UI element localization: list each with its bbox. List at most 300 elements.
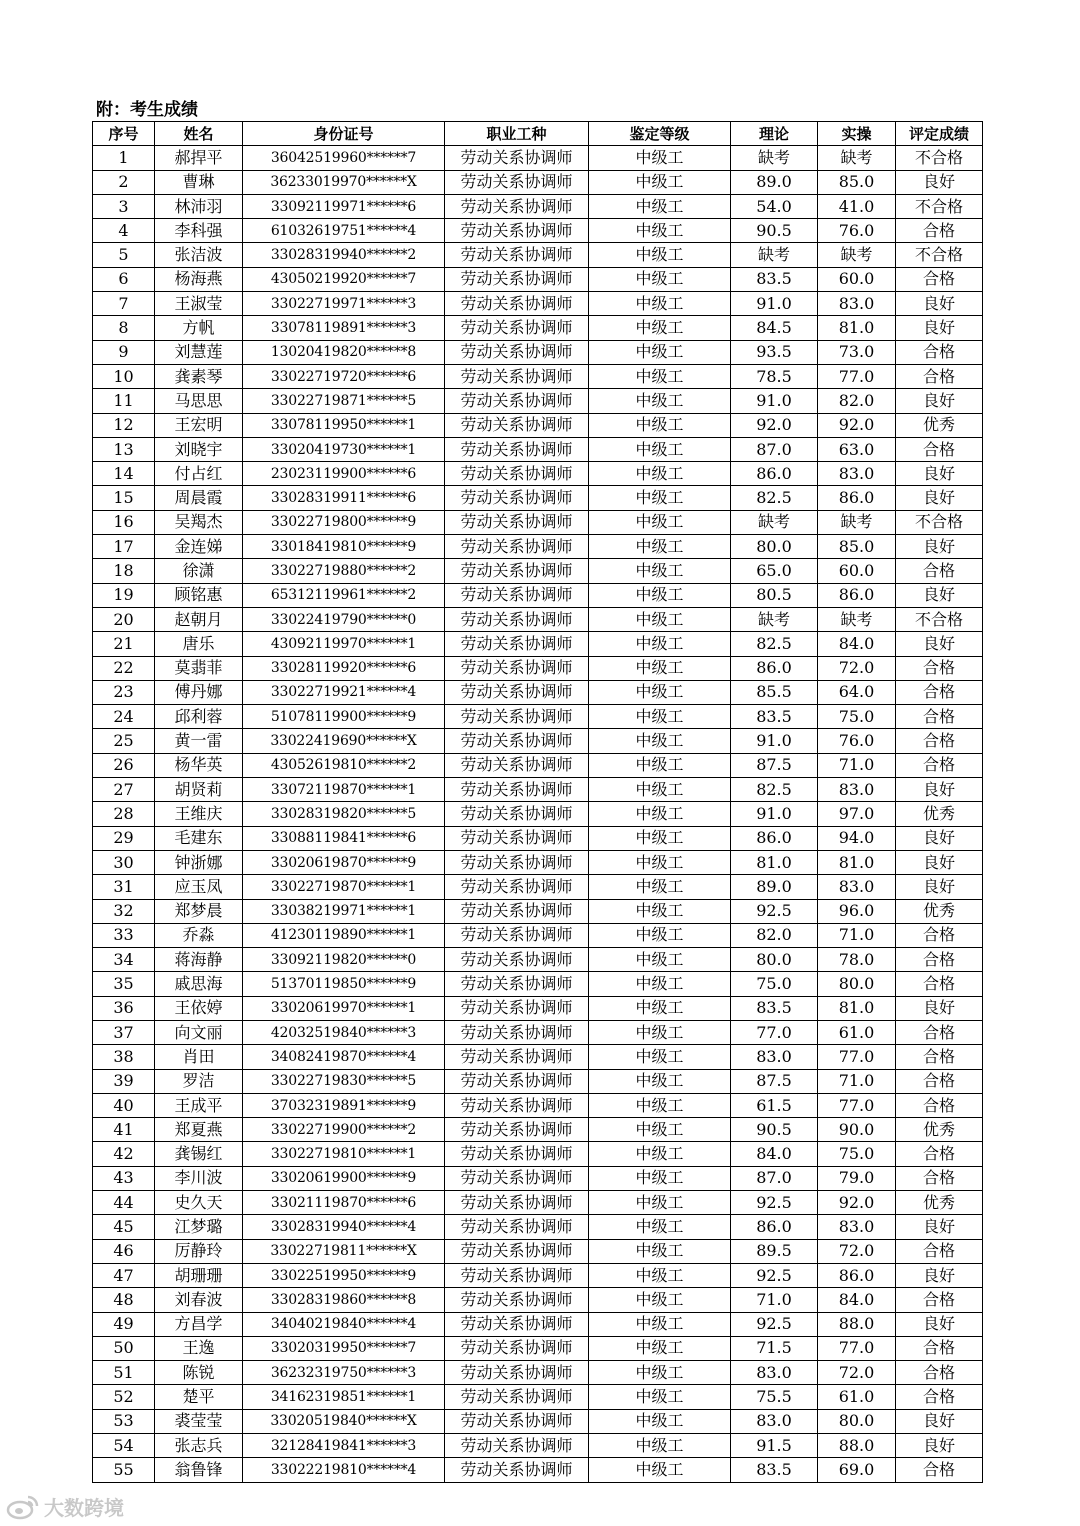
cell-occupation: 劳动关系协调师: [445, 292, 589, 316]
cell-practice: 81.0: [818, 996, 896, 1020]
cell-result: 合格: [896, 1045, 983, 1069]
cell-occupation: 劳动关系协调师: [445, 1118, 589, 1142]
table-row: [93, 972, 983, 996]
cell-theory: 71.5: [731, 1336, 818, 1360]
cell-theory: 82.5: [731, 778, 818, 802]
cell-level: 中级工: [589, 850, 731, 874]
cell-seq: 7: [93, 292, 155, 316]
cell-name: 李科强: [155, 219, 243, 243]
cell-occupation: 劳动关系协调师: [445, 656, 589, 680]
cell-result: 合格: [896, 972, 983, 996]
cell-theory: 83.5: [731, 267, 818, 291]
cell-name: 陈锐: [155, 1361, 243, 1385]
cell-result: 优秀: [896, 1191, 983, 1215]
cell-seq: 48: [93, 1288, 155, 1312]
cell-level: 中级工: [589, 802, 731, 826]
cell-occupation: 劳动关系协调师: [445, 778, 589, 802]
table-body: [93, 146, 983, 1482]
table-row: [93, 146, 983, 170]
cell-occupation: 劳动关系协调师: [445, 680, 589, 704]
cell-id-number: 33028119920******6: [243, 656, 445, 680]
cell-occupation: 劳动关系协调师: [445, 1239, 589, 1263]
cell-result: 良好: [896, 1263, 983, 1287]
cell-name: 郑梦晨: [155, 899, 243, 923]
cell-result: 优秀: [896, 1118, 983, 1142]
cell-practice: 76.0: [818, 729, 896, 753]
cell-practice: 88.0: [818, 1434, 896, 1458]
cell-seq: 33: [93, 923, 155, 947]
cell-name: 郝捍平: [155, 146, 243, 170]
cell-level: 中级工: [589, 194, 731, 218]
cell-theory: 82.0: [731, 923, 818, 947]
cell-level: 中级工: [589, 1458, 731, 1482]
cell-result: 良好: [896, 996, 983, 1020]
cell-practice: 84.0: [818, 1288, 896, 1312]
cell-seq: 5: [93, 243, 155, 267]
cell-name: 胡珊珊: [155, 1263, 243, 1287]
cell-id-number: 34082419870******4: [243, 1045, 445, 1069]
cell-name: 周晨霞: [155, 486, 243, 510]
cell-id-number: 32128419841******3: [243, 1434, 445, 1458]
table-row: [93, 292, 983, 316]
cell-id-number: 33078119891******3: [243, 316, 445, 340]
cell-level: 中级工: [589, 535, 731, 559]
cell-theory: 83.5: [731, 996, 818, 1020]
cell-theory: 84.0: [731, 1142, 818, 1166]
cell-result: 良好: [896, 826, 983, 850]
cell-name: 付占红: [155, 462, 243, 486]
table-row: [93, 1069, 983, 1093]
cell-seq: 13: [93, 437, 155, 461]
table-row: [93, 535, 983, 559]
cell-level: 中级工: [589, 680, 731, 704]
cell-seq: 25: [93, 729, 155, 753]
cell-theory: 82.5: [731, 486, 818, 510]
cell-theory: 91.5: [731, 1434, 818, 1458]
cell-occupation: 劳动关系协调师: [445, 1458, 589, 1482]
cell-result: 不合格: [896, 607, 983, 631]
cell-name: 张洁波: [155, 243, 243, 267]
cell-level: 中级工: [589, 1409, 731, 1433]
table-row: [93, 875, 983, 899]
cell-result: 合格: [896, 1069, 983, 1093]
cell-practice: 64.0: [818, 680, 896, 704]
cell-theory: 87.0: [731, 1166, 818, 1190]
cell-name: 李川波: [155, 1166, 243, 1190]
cell-practice: 缺考: [818, 243, 896, 267]
cell-name: 刘春波: [155, 1288, 243, 1312]
cell-id-number: 33022719830******5: [243, 1069, 445, 1093]
cell-id-number: 33022719720******6: [243, 364, 445, 388]
cell-occupation: 劳动关系协调师: [445, 437, 589, 461]
cell-name: 林沛羽: [155, 194, 243, 218]
cell-practice: 83.0: [818, 778, 896, 802]
table-row: [93, 219, 983, 243]
table-row: [93, 802, 983, 826]
cell-id-number: 65312119961******2: [243, 583, 445, 607]
table-row: [93, 389, 983, 413]
score-table: [92, 121, 983, 1483]
cell-practice: 73.0: [818, 340, 896, 364]
cell-practice: 缺考: [818, 607, 896, 631]
cell-id-number: 41230119890******1: [243, 923, 445, 947]
table-row: [93, 364, 983, 388]
cell-practice: 97.0: [818, 802, 896, 826]
cell-id-number: 34040219840******4: [243, 1312, 445, 1336]
cell-level: 中级工: [589, 607, 731, 631]
cell-theory: 缺考: [731, 510, 818, 534]
cell-name: 毛建东: [155, 826, 243, 850]
cell-seq: 37: [93, 1020, 155, 1044]
cell-occupation: 劳动关系协调师: [445, 1166, 589, 1190]
cell-result: 良好: [896, 316, 983, 340]
cell-occupation: 劳动关系协调师: [445, 899, 589, 923]
cell-id-number: 33020319950******7: [243, 1336, 445, 1360]
cell-id-number: 33021119870******6: [243, 1191, 445, 1215]
cell-name: 赵朝月: [155, 607, 243, 631]
cell-theory: 77.0: [731, 1020, 818, 1044]
cell-practice: 61.0: [818, 1020, 896, 1044]
cell-seq: 8: [93, 316, 155, 340]
cell-seq: 40: [93, 1093, 155, 1117]
watermark-text: 大数跨境: [44, 1496, 124, 1520]
table-row: [93, 462, 983, 486]
cell-level: 中级工: [589, 437, 731, 461]
cell-theory: 83.0: [731, 1409, 818, 1433]
cell-name: 应玉凤: [155, 875, 243, 899]
cell-seq: 17: [93, 535, 155, 559]
cell-seq: 38: [93, 1045, 155, 1069]
cell-seq: 36: [93, 996, 155, 1020]
cell-result: 合格: [896, 1142, 983, 1166]
cell-id-number: 33022719921******4: [243, 680, 445, 704]
cell-seq: 1: [93, 146, 155, 170]
cell-theory: 92.5: [731, 1312, 818, 1336]
cell-occupation: 劳动关系协调师: [445, 729, 589, 753]
cell-seq: 18: [93, 559, 155, 583]
cell-occupation: 劳动关系协调师: [445, 194, 589, 218]
cell-occupation: 劳动关系协调师: [445, 753, 589, 777]
watermark: [6, 1492, 124, 1521]
cell-level: 中级工: [589, 1020, 731, 1044]
table-row: [93, 1263, 983, 1287]
cell-name: 王宏明: [155, 413, 243, 437]
cell-practice: 83.0: [818, 292, 896, 316]
cell-id-number: 33020519840******X: [243, 1409, 445, 1433]
cell-occupation: 劳动关系协调师: [445, 462, 589, 486]
cell-level: 中级工: [589, 778, 731, 802]
cell-name: 罗洁: [155, 1069, 243, 1093]
cell-name: 黄一雷: [155, 729, 243, 753]
table-row: [93, 729, 983, 753]
cell-id-number: 33028319940******4: [243, 1215, 445, 1239]
cell-seq: 6: [93, 267, 155, 291]
cell-theory: 81.0: [731, 850, 818, 874]
cell-occupation: 劳动关系协调师: [445, 219, 589, 243]
cell-name: 徐潇: [155, 559, 243, 583]
cell-result: 不合格: [896, 243, 983, 267]
table-row: [93, 1093, 983, 1117]
cell-name: 蒋海静: [155, 948, 243, 972]
cell-id-number: 33022719880******2: [243, 559, 445, 583]
table-row: [93, 316, 983, 340]
cell-occupation: 劳动关系协调师: [445, 1069, 589, 1093]
cell-name: 王维庆: [155, 802, 243, 826]
cell-occupation: 劳动关系协调师: [445, 996, 589, 1020]
cell-result: 合格: [896, 680, 983, 704]
cell-seq: 45: [93, 1215, 155, 1239]
cell-practice: 77.0: [818, 1093, 896, 1117]
cell-occupation: 劳动关系协调师: [445, 1093, 589, 1117]
table-row: [93, 1020, 983, 1044]
table-row: [93, 413, 983, 437]
cell-result: 合格: [896, 267, 983, 291]
cell-theory: 83.5: [731, 705, 818, 729]
cell-level: 中级工: [589, 705, 731, 729]
cell-practice: 77.0: [818, 1336, 896, 1360]
cell-theory: 75.5: [731, 1385, 818, 1409]
cell-result: 不合格: [896, 510, 983, 534]
cell-theory: 92.5: [731, 1263, 818, 1287]
cell-occupation: 劳动关系协调师: [445, 826, 589, 850]
cell-id-number: 33020619970******1: [243, 996, 445, 1020]
cell-seq: 12: [93, 413, 155, 437]
cell-id-number: 13020419820******8: [243, 340, 445, 364]
cell-theory: 83.0: [731, 1361, 818, 1385]
cell-result: 合格: [896, 1093, 983, 1117]
cell-level: 中级工: [589, 1336, 731, 1360]
cell-id-number: 33022719870******1: [243, 875, 445, 899]
cell-theory: 80.5: [731, 583, 818, 607]
cell-practice: 88.0: [818, 1312, 896, 1336]
table-row: [93, 1166, 983, 1190]
cell-seq: 21: [93, 632, 155, 656]
cell-result: 合格: [896, 753, 983, 777]
table-row: [93, 267, 983, 291]
cell-practice: 94.0: [818, 826, 896, 850]
header-theory: 理论: [731, 122, 818, 146]
cell-result: 合格: [896, 1361, 983, 1385]
cell-level: 中级工: [589, 1312, 731, 1336]
cell-name: 顾铭惠: [155, 583, 243, 607]
cell-occupation: 劳动关系协调师: [445, 389, 589, 413]
cell-occupation: 劳动关系协调师: [445, 364, 589, 388]
cell-name: 王淑莹: [155, 292, 243, 316]
cell-level: 中级工: [589, 1239, 731, 1263]
cell-practice: 81.0: [818, 850, 896, 874]
cell-seq: 2: [93, 170, 155, 194]
cell-result: 合格: [896, 437, 983, 461]
cell-practice: 83.0: [818, 1215, 896, 1239]
cell-theory: 83.0: [731, 1045, 818, 1069]
cell-result: 良好: [896, 389, 983, 413]
cell-id-number: 33020619870******9: [243, 850, 445, 874]
cell-occupation: 劳动关系协调师: [445, 1191, 589, 1215]
cell-result: 合格: [896, 340, 983, 364]
cell-practice: 85.0: [818, 535, 896, 559]
cell-occupation: 劳动关系协调师: [445, 267, 589, 291]
cell-id-number: 33072119870******1: [243, 778, 445, 802]
cell-result: 合格: [896, 923, 983, 947]
cell-occupation: 劳动关系协调师: [445, 802, 589, 826]
table-row: [93, 1288, 983, 1312]
cell-practice: 缺考: [818, 146, 896, 170]
cell-result: 合格: [896, 1239, 983, 1263]
cell-level: 中级工: [589, 219, 731, 243]
cell-result: 合格: [896, 364, 983, 388]
table-row: [93, 996, 983, 1020]
table-row: [93, 632, 983, 656]
table-row: [93, 1385, 983, 1409]
cell-occupation: 劳动关系协调师: [445, 875, 589, 899]
cell-theory: 83.5: [731, 1458, 818, 1482]
cell-occupation: 劳动关系协调师: [445, 607, 589, 631]
cell-result: 良好: [896, 583, 983, 607]
table-row: [93, 170, 983, 194]
cell-id-number: 33020619900******9: [243, 1166, 445, 1190]
cell-occupation: 劳动关系协调师: [445, 632, 589, 656]
cell-result: 合格: [896, 1385, 983, 1409]
cell-name: 金连娣: [155, 535, 243, 559]
cell-practice: 缺考: [818, 510, 896, 534]
cell-level: 中级工: [589, 292, 731, 316]
cell-seq: 55: [93, 1458, 155, 1482]
cell-result: 合格: [896, 1166, 983, 1190]
cell-id-number: 33092119971******6: [243, 194, 445, 218]
cell-level: 中级工: [589, 656, 731, 680]
cell-result: 良好: [896, 1312, 983, 1336]
cell-seq: 20: [93, 607, 155, 631]
cell-id-number: 33018419810******9: [243, 535, 445, 559]
cell-id-number: 34162319851******1: [243, 1385, 445, 1409]
cell-name: 戚思海: [155, 972, 243, 996]
cell-practice: 72.0: [818, 1361, 896, 1385]
cell-theory: 78.5: [731, 364, 818, 388]
cell-practice: 84.0: [818, 632, 896, 656]
cell-id-number: 43092119970******1: [243, 632, 445, 656]
cell-result: 合格: [896, 729, 983, 753]
cell-seq: 27: [93, 778, 155, 802]
cell-id-number: 33038219971******1: [243, 899, 445, 923]
cell-level: 中级工: [589, 243, 731, 267]
table-row: [93, 656, 983, 680]
cell-result: 良好: [896, 170, 983, 194]
cell-occupation: 劳动关系协调师: [445, 146, 589, 170]
cell-practice: 60.0: [818, 559, 896, 583]
table-header-row: [93, 122, 983, 146]
cell-result: 良好: [896, 535, 983, 559]
cell-seq: 32: [93, 899, 155, 923]
table-row: [93, 1434, 983, 1458]
cell-theory: 缺考: [731, 146, 818, 170]
cell-seq: 41: [93, 1118, 155, 1142]
cell-result: 良好: [896, 778, 983, 802]
cell-theory: 缺考: [731, 607, 818, 631]
cell-id-number: 42032519840******3: [243, 1020, 445, 1044]
cell-result: 良好: [896, 1434, 983, 1458]
cell-practice: 72.0: [818, 1239, 896, 1263]
cell-id-number: 36232319750******3: [243, 1361, 445, 1385]
cell-level: 中级工: [589, 1166, 731, 1190]
cell-level: 中级工: [589, 583, 731, 607]
cell-seq: 3: [93, 194, 155, 218]
cell-name: 胡贤莉: [155, 778, 243, 802]
cell-occupation: 劳动关系协调师: [445, 559, 589, 583]
cell-level: 中级工: [589, 753, 731, 777]
table-row: [93, 1409, 983, 1433]
cell-name: 翁鲁锋: [155, 1458, 243, 1482]
cell-theory: 90.5: [731, 1118, 818, 1142]
cell-level: 中级工: [589, 389, 731, 413]
cell-theory: 65.0: [731, 559, 818, 583]
header-seq: 序号: [93, 122, 155, 146]
cell-theory: 91.0: [731, 389, 818, 413]
cell-level: 中级工: [589, 1118, 731, 1142]
cell-practice: 86.0: [818, 1263, 896, 1287]
table-row: [93, 1336, 983, 1360]
cell-theory: 91.0: [731, 292, 818, 316]
cell-seq: 49: [93, 1312, 155, 1336]
cell-seq: 29: [93, 826, 155, 850]
cell-occupation: 劳动关系协调师: [445, 413, 589, 437]
cell-name: 傅丹娜: [155, 680, 243, 704]
table-row: [93, 1045, 983, 1069]
cell-id-number: 33022419690******X: [243, 729, 445, 753]
cell-level: 中级工: [589, 948, 731, 972]
cell-theory: 84.5: [731, 316, 818, 340]
cell-theory: 缺考: [731, 243, 818, 267]
cell-name: 王逸: [155, 1336, 243, 1360]
cell-name: 裘莹莹: [155, 1409, 243, 1433]
table-row: [93, 948, 983, 972]
cell-occupation: 劳动关系协调师: [445, 1409, 589, 1433]
cell-level: 中级工: [589, 462, 731, 486]
cell-practice: 41.0: [818, 194, 896, 218]
cell-level: 中级工: [589, 1045, 731, 1069]
cell-result: 良好: [896, 462, 983, 486]
cell-seq: 34: [93, 948, 155, 972]
cell-result: 合格: [896, 948, 983, 972]
cell-theory: 87.5: [731, 753, 818, 777]
header-practice: 实操: [818, 122, 896, 146]
cell-level: 中级工: [589, 1434, 731, 1458]
cell-practice: 96.0: [818, 899, 896, 923]
cell-practice: 86.0: [818, 486, 896, 510]
cell-theory: 87.5: [731, 1069, 818, 1093]
cell-theory: 71.0: [731, 1288, 818, 1312]
cell-occupation: 劳动关系协调师: [445, 948, 589, 972]
cell-result: 合格: [896, 559, 983, 583]
cell-seq: 10: [93, 364, 155, 388]
cell-theory: 86.0: [731, 462, 818, 486]
table-row: [93, 778, 983, 802]
cell-id-number: 61032619751******4: [243, 219, 445, 243]
cell-name: 厉静玲: [155, 1239, 243, 1263]
cell-name: 方昌学: [155, 1312, 243, 1336]
cell-result: 合格: [896, 219, 983, 243]
table-row: [93, 899, 983, 923]
cell-occupation: 劳动关系协调师: [445, 850, 589, 874]
cell-level: 中级工: [589, 170, 731, 194]
cell-occupation: 劳动关系协调师: [445, 316, 589, 340]
cell-id-number: 51370119850******9: [243, 972, 445, 996]
cell-seq: 35: [93, 972, 155, 996]
table-row: [93, 486, 983, 510]
cell-level: 中级工: [589, 316, 731, 340]
cell-occupation: 劳动关系协调师: [445, 1361, 589, 1385]
cell-id-number: 33022719871******5: [243, 389, 445, 413]
cell-practice: 60.0: [818, 267, 896, 291]
